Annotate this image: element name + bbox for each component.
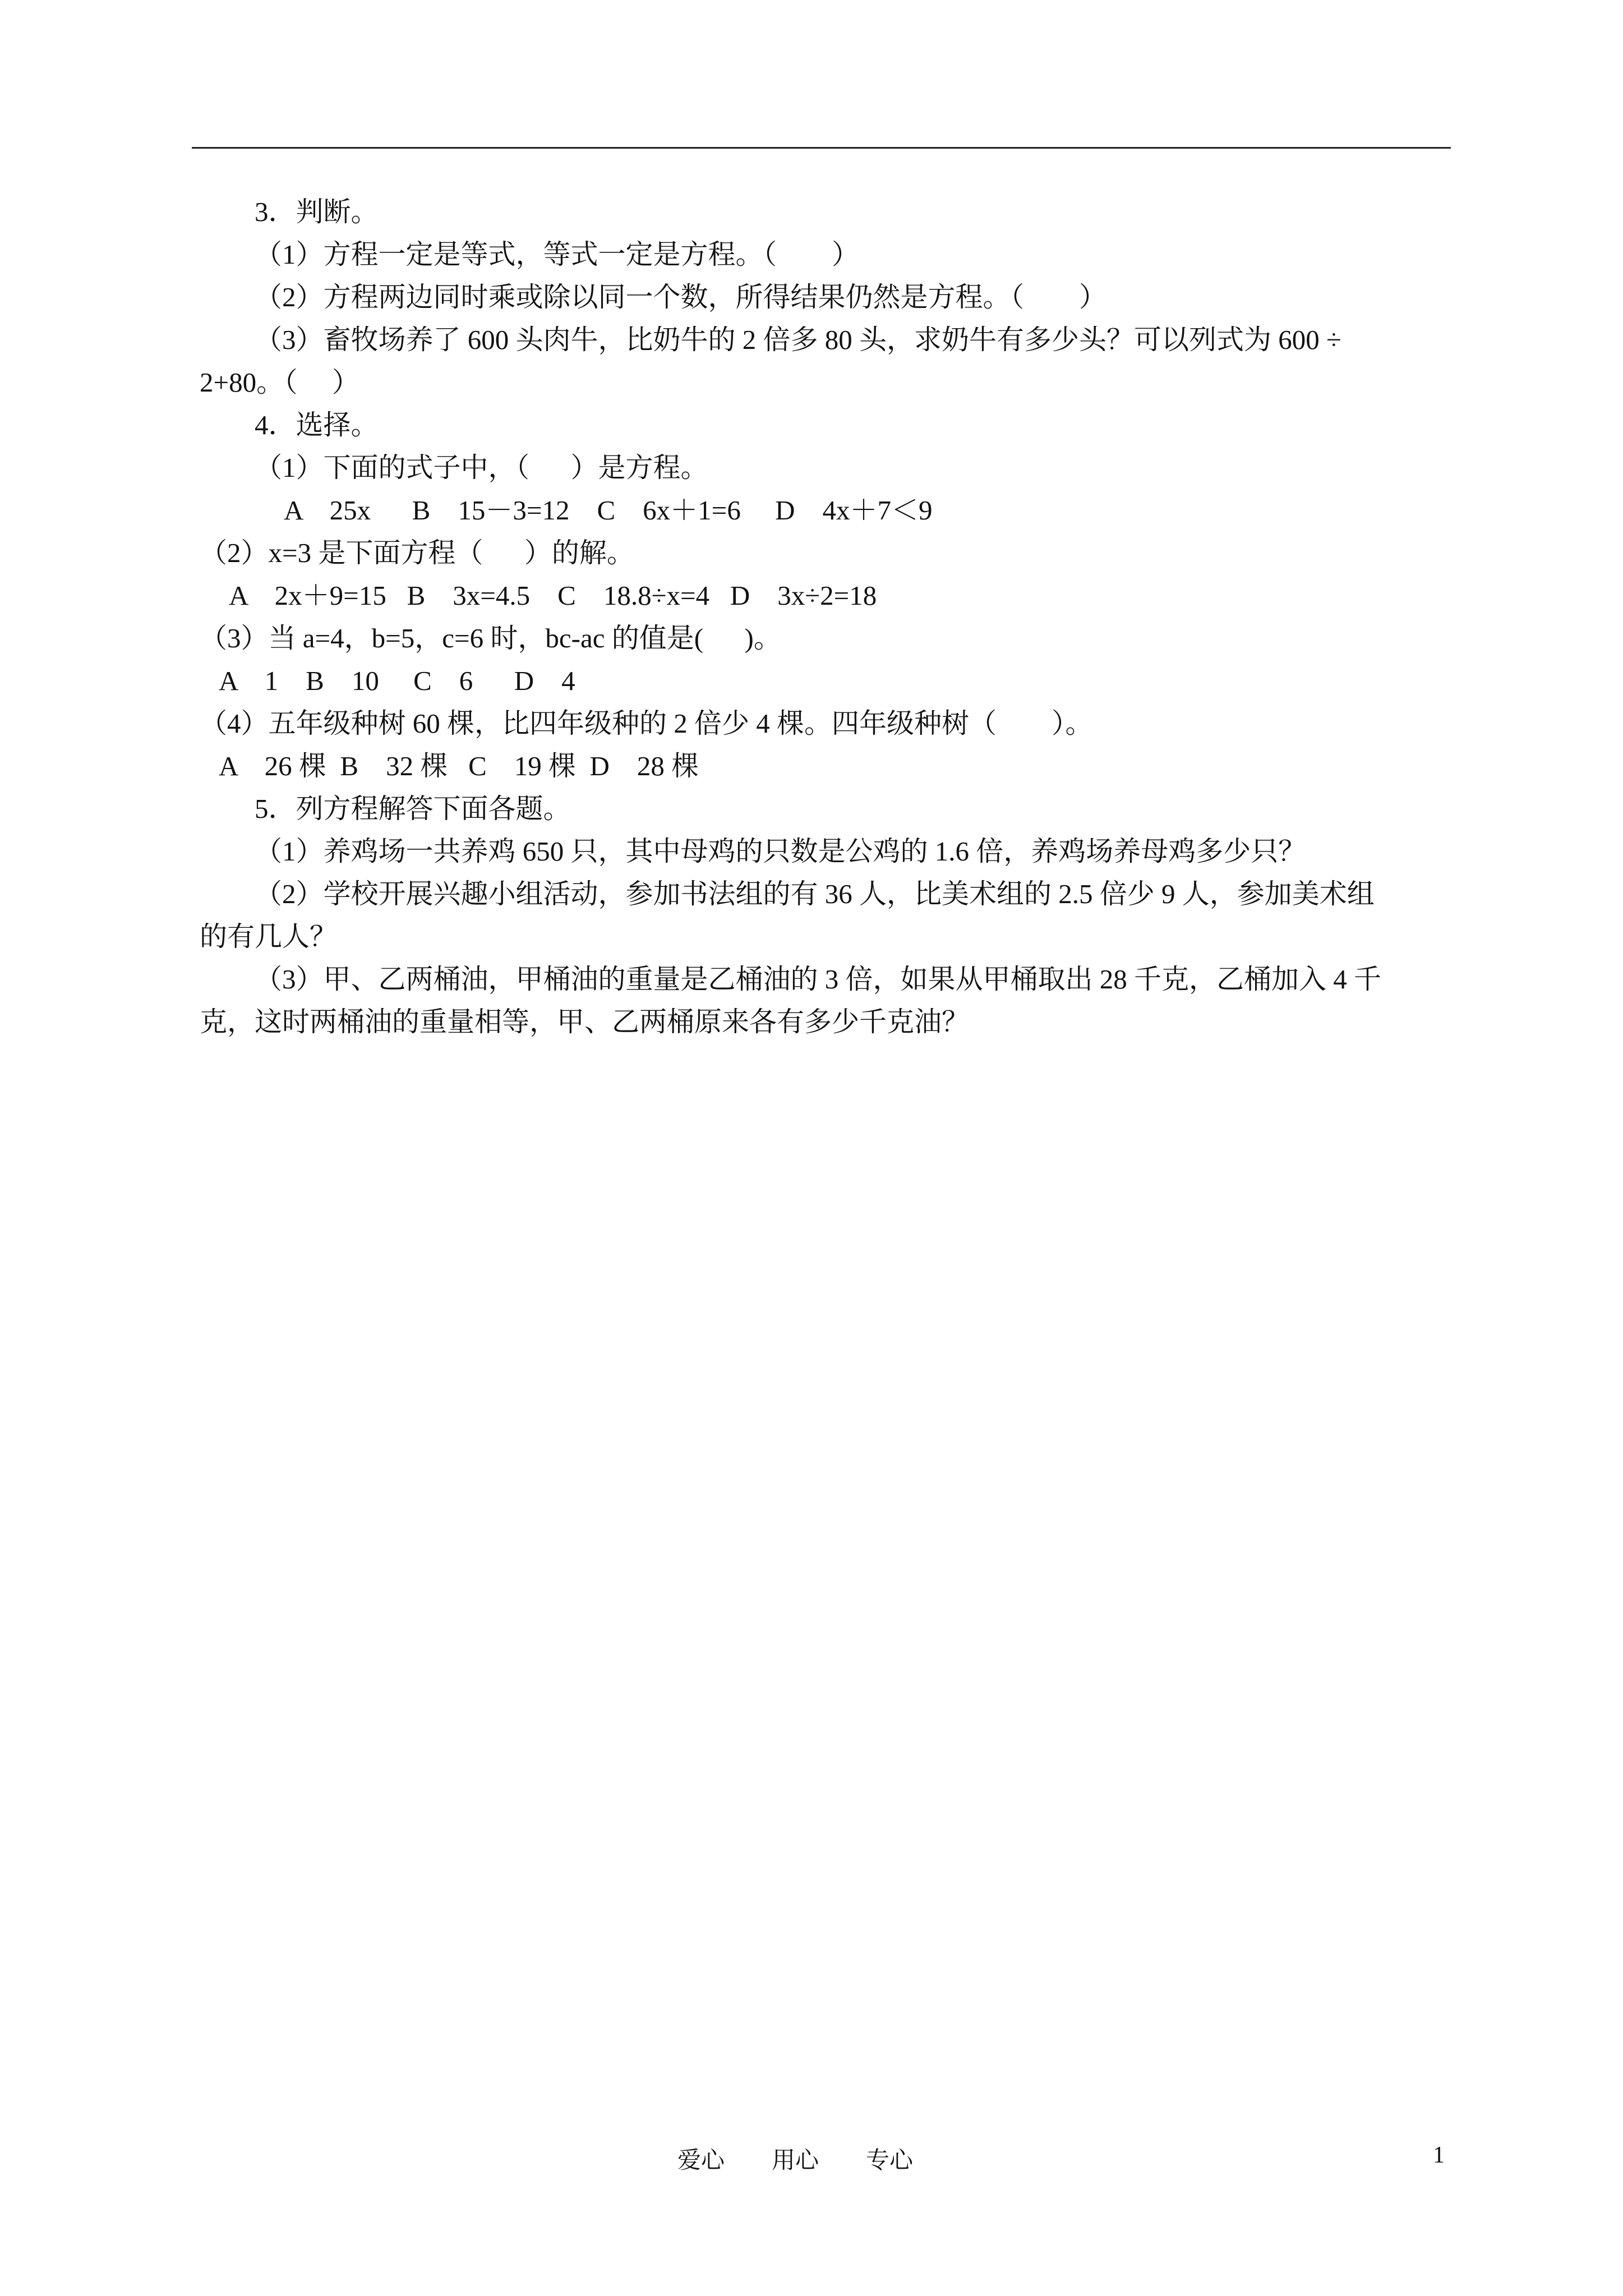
- choice-q1: （1）下面的式子中，（ ）是方程。: [255, 452, 708, 483]
- problem-3-cont: 克，这时两桶油的重量相等，甲、乙两桶原来各有多少千克油？: [200, 1006, 970, 1037]
- page-footer: [0, 2142, 1623, 2175]
- choice-q4: （4）五年级种树 60 棵，比四年级种的 2 倍少 4 棵。四年级种树（ ）。: [200, 708, 1093, 739]
- judge-item-3: （3）畜牧场养了 600 头肉牛，比奶牛的 2 倍多 80 头，求奶牛有多少头？可以列式为 600 ÷: [255, 324, 1341, 355]
- choice-q2-options: A 2x＋9=15 B 3x=4.5 C 18.8÷x=4 D 3x÷2=18: [229, 580, 877, 611]
- problem-1: （1）养鸡场一共养鸡 650 只，其中母鸡的只数是公鸡的 1.6 倍，养鸡场养母鸡多少只？: [255, 836, 1306, 867]
- section-3-title: 3．判断。: [255, 196, 379, 227]
- problem-3: （3）甲、乙两桶油，甲桶油的重量是乙桶油的 3 倍，如果从甲桶取出 28 千克，乙桶加入 4 千: [255, 964, 1382, 995]
- choice-q4-options: A 26 棵 B 32 棵 C 19 棵 D 28 棵: [219, 751, 699, 781]
- page-number: 1: [1433, 2142, 1445, 2168]
- footer-motto: 爱心 用心 专心: [677, 2148, 914, 2174]
- section-5-title: 5．列方程解答下面各题。: [255, 793, 571, 824]
- problem-2: （2）学校开展兴趣小组活动，参加书法组的有 36 人，比美术组的 2.5 倍少 9 人，参加美术组: [255, 878, 1375, 909]
- choice-q3-options: A 1 B 10 C 6 D 4: [219, 665, 575, 696]
- choice-q3: （3）当 a=4，b=5，c=6 时，bc-ac 的值是( )。: [200, 623, 781, 654]
- choice-q1-options: A 25x B 15－3=12 C 6x＋1=6 D 4x＋7＜9: [284, 495, 933, 526]
- choice-q2: （2）x=3 是下面方程（ ）的解。: [200, 537, 634, 568]
- worksheet-body: [200, 191, 1450, 1043]
- judge-item-2: （2）方程两边同时乘或除以同一个数，所得结果仍然是方程。（ ）: [255, 282, 1107, 312]
- section-4-title: 4．选择。: [255, 409, 379, 440]
- problem-2-cont: 的有几人？: [200, 921, 338, 952]
- judge-item-3-cont: 2+80。（ ）: [200, 367, 359, 398]
- judge-item-1: （1）方程一定是等式，等式一定是方程。（ ）: [255, 239, 860, 270]
- header-rule: [192, 147, 1451, 149]
